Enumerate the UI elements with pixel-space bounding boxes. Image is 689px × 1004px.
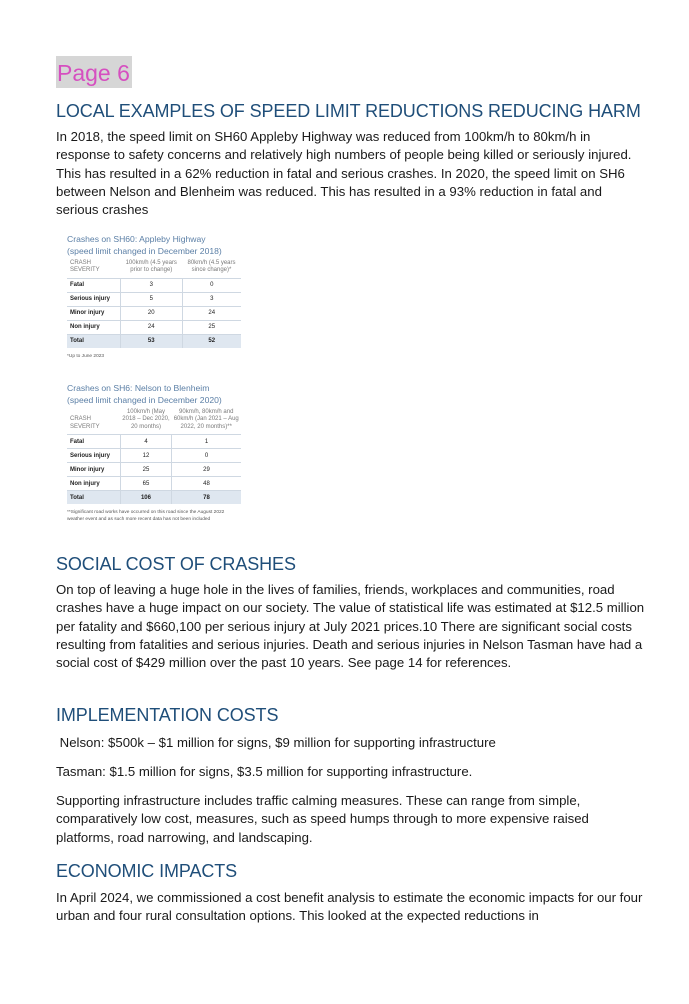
cell-after: 52 <box>182 334 241 348</box>
implementation-nelson: Nelson: $500k – $1 million for signs, $9 million for supporting infrastructure <box>56 735 496 750</box>
cell-after: 29 <box>171 463 241 477</box>
crash-table <box>67 260 241 348</box>
crash-table-sh60 <box>67 234 241 360</box>
table-row <box>67 306 241 320</box>
crash-table-sh6 <box>67 383 241 523</box>
table-row <box>67 278 241 292</box>
cell-before: 24 <box>121 320 183 334</box>
table-footnote: *Up to June 2023 <box>67 353 105 359</box>
column-header-severity: CRASH SEVERITY <box>70 416 100 430</box>
cell-after: 1 <box>171 435 241 449</box>
table-subtitle: (speed limit changed in December 2020) <box>67 394 222 405</box>
cell-after: 25 <box>182 320 241 334</box>
economic-impacts-paragraph: In April 2024, we commissioned a cost benefit analysis to estimate the economic impacts for our four urban and four rural consultation options. This looked at the expected reductions in <box>56 890 643 924</box>
cell-after: 24 <box>182 306 241 320</box>
cell-before: 12 <box>121 449 172 463</box>
row-label: Serious injury <box>67 292 121 306</box>
column-header-before: 100km/h (May 2018 – Dec 2020, 20 months) <box>122 409 170 430</box>
table-row <box>67 477 241 491</box>
cell-before: 106 <box>121 491 172 505</box>
table-total-row <box>67 491 241 505</box>
row-label: Total <box>67 491 121 505</box>
social-cost-paragraph: On top of leaving a huge hole in the lives of families, friends, workplaces and communities, road crashes have a huge impact on our society. The value of statistical life was estimated at $12.5 million per fatality and $660,100 per serious injury at July 2021 prices.10 There are significant social costs resulting from fatalities and serious injuries. Death and serious injuries in Nelson Tasman have had a social cost of $429 million over the past 10 years. See page 14 for references. <box>56 582 645 671</box>
row-label: Fatal <box>67 278 121 292</box>
table-row <box>67 320 241 334</box>
cell-after: 0 <box>171 449 241 463</box>
cell-after: 0 <box>182 278 241 292</box>
column-header-severity: CRASH SEVERITY <box>70 260 100 274</box>
cell-before: 4 <box>121 435 172 449</box>
cell-before: 25 <box>121 463 172 477</box>
page-label: Page 6 <box>56 56 132 88</box>
row-label: Minor injury <box>67 463 121 477</box>
implementation-tasman: Tasman: $1.5 million for signs, $3.5 million for supporting infrastructure. <box>56 764 473 779</box>
cell-after: 48 <box>171 477 241 491</box>
row-label: Non injury <box>67 477 121 491</box>
table-title: Crashes on SH6: Nelson to Blenheim <box>67 383 210 393</box>
cell-after: 3 <box>182 292 241 306</box>
section-heading-economic-impacts: ECONOMIC IMPACTS <box>56 861 238 881</box>
table-subtitle: (speed limit changed in December 2018) <box>67 245 222 256</box>
section-heading-implementation-costs: IMPLEMENTATION COSTS <box>56 705 279 725</box>
crash-table <box>67 409 241 504</box>
row-label: Total <box>67 334 121 348</box>
cell-before: 20 <box>121 306 183 320</box>
table-footnote: **Significant road works have occurred on this road since the August 2022 weather event and as such more recent data has not been included <box>67 510 225 523</box>
table-title: Crashes on SH60: Appleby Highway <box>67 234 206 244</box>
row-label: Serious injury <box>67 449 121 463</box>
cell-before: 5 <box>121 292 183 306</box>
row-label: Minor injury <box>67 306 121 320</box>
local-examples-paragraph: In 2018, the speed limit on SH60 Appleby Highway was reduced from 100km/h to 80km/h in response to safety concerns and relatively high numbers of people being killed or seriously injured. This has resulted in a 62% reduction in fatal and serious crashes. In 2020, the speed limit on SH6 between Nelson and Blenheim was reduced. This has resulted in a 93% reduction in fatal and serious crashes <box>56 129 632 218</box>
column-header-after: 80km/h (4.5 years since change)* <box>187 260 236 274</box>
table-row <box>67 292 241 306</box>
cell-before: 65 <box>121 477 172 491</box>
implementation-paragraph: Supporting infrastructure includes traffic calming measures. These can range from simple, comparatively low cost, measures, such as speed humps through to more expensive raised platforms, road narrowing, and landscaping. <box>56 793 589 845</box>
column-header-after: 90km/h, 80km/h and 60km/h (Jan 2021 – Aug 2022, 20 months)** <box>173 409 239 430</box>
row-label: Non injury <box>67 320 121 334</box>
table-row <box>67 463 241 477</box>
row-label: Fatal <box>67 435 121 449</box>
table-total-row <box>67 334 241 348</box>
section-heading-social-cost: SOCIAL COST OF CRASHES <box>56 554 296 574</box>
cell-before: 53 <box>121 334 183 348</box>
cell-after: 78 <box>171 491 241 505</box>
cell-before: 3 <box>121 278 183 292</box>
column-header-before: 100km/h (4.5 years prior to change) <box>125 260 177 274</box>
table-row <box>67 449 241 463</box>
table-row <box>67 435 241 449</box>
section-heading-local-examples: LOCAL EXAMPLES OF SPEED LIMIT REDUCTIONS REDUCING HARM <box>56 101 641 121</box>
